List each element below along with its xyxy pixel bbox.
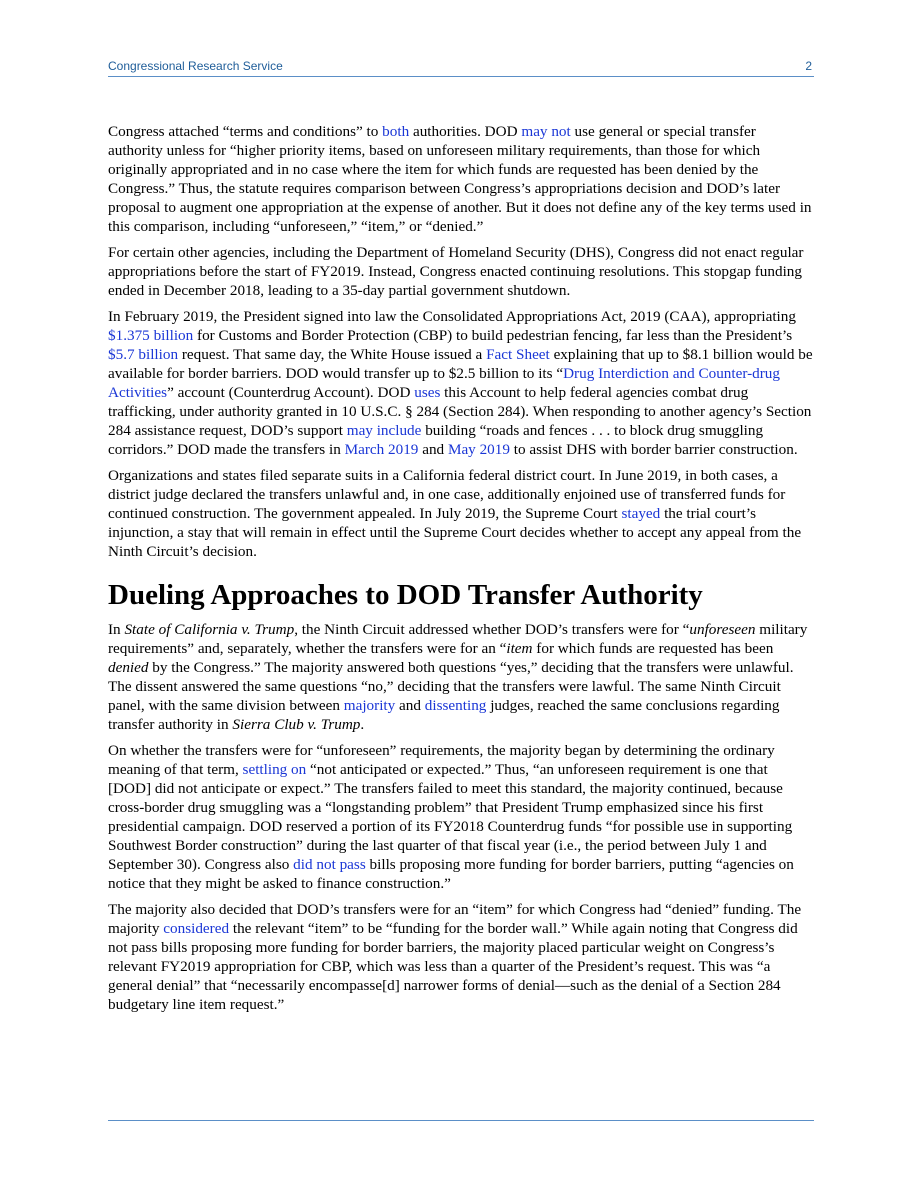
text-span: military requirements” and, separately, whether the transfers were for an “ <box>108 621 808 657</box>
text-span: In February 2019, the President signed into law the Consolidated Appropriations Act, 2019 (CAA), appropriating <box>108 308 796 325</box>
paragraph-caa <box>108 307 814 459</box>
link-may-2019[interactable]: May 2019 <box>447 441 510 458</box>
text-span: for which funds are requested has been <box>532 640 774 657</box>
text-span: For certain other agencies, including the Department of Homeland Security (DHS), Congress did not enact regular appropriations before the start of FY2019. Instead, Congress enacted continuing resolutions. This stopgap funding ended in December 2018, leading to a 35-day partial government shutdown. <box>108 244 804 299</box>
link-may-include[interactable]: may include <box>346 422 422 439</box>
text-span: bills proposing more funding for border barriers, putting “agencies on notice that they might be asked to finance construction.” <box>108 856 794 892</box>
link-drug-interdiction[interactable]: Drug Interdiction and Counter-drug Activities <box>108 365 780 401</box>
text-span: “not anticipated or expected.” Thus, “an unforeseen requirement is one that [DOD] did not anticipate or expect.” The transfers failed to meet this standard, the majority continued, because cross-border drug smuggling was a “longstanding problem” that President Trump emphasized since his first presidential campaign. DOD reserved a portion of its FY2018 Counterdrug funds “for possible use in supporting Southwest Border construction” during the last quarter of that fiscal year (i.e., the period between July 1 and September 30). Congress also <box>108 761 793 873</box>
text-span: Organizations and states filed separate suits in a California federal district court. In June 2019, in both cases, a district judge declared the transfers unlawful and, in one case, additionally enjoined use of transferred funds for continued construction. The government appealed. In July 2019, the Supreme Court <box>108 467 786 522</box>
case-name: State of California v. Trump <box>124 621 295 638</box>
link-both[interactable]: both <box>382 123 410 140</box>
text-span: and <box>395 697 425 714</box>
text-span: . <box>360 716 365 733</box>
text-span: use general or special transfer authority unless for “higher priority items, based on unforeseen military requirements, than those for which originally appropriated and in no case where the item for which funds are requested has been denied by the Congress.” Thus, the statute requires comparison between Congress’s appropriations decision and DOD’s later proposal to augment one appropriation at the expense of another. But it does not define any of the key terms used in this comparison, including “unforeseen,” “item,” or “denied.” <box>108 123 812 235</box>
link-fact-sheet[interactable]: Fact Sheet <box>486 346 550 363</box>
text-span: and <box>418 441 448 458</box>
paragraph-ninth-circuit <box>108 620 814 734</box>
text-span: ” account (Counterdrug Account). DOD <box>167 384 415 401</box>
link-57-billion[interactable]: $5.7 billion <box>108 346 179 363</box>
italic-term: item <box>506 640 533 657</box>
link-1375-billion[interactable]: $1.375 billion <box>108 327 194 344</box>
text-span: building “roads and fences . . . to block drug smuggling corridors.” DOD made the transfers in <box>108 422 764 458</box>
text-span: to assist DHS with border barrier construction. <box>509 441 798 458</box>
text-span: , the Ninth Circuit addressed whether DOD’s transfers were for “ <box>294 621 690 638</box>
page-header <box>108 58 814 77</box>
italic-term: denied <box>108 659 149 676</box>
link-dissenting[interactable]: dissenting <box>424 697 487 714</box>
link-uses[interactable]: uses <box>414 384 441 401</box>
text-span: the relevant “item” to be “funding for the border wall.” While again noting that Congress did not pass bills proposing more funding for border barriers, the majority placed particular weight on Congress’s relevant FY2019 appropriation for CBP, which was less than a quarter of the President’s request. This was “a general denial” that “necessarily encompasse[d] narrower forms of denial—such as the denial of a Section 284 budgetary line item request.” <box>108 920 798 1013</box>
paragraph-terms-conditions <box>108 122 814 236</box>
paragraph-dhs-appropriations <box>108 243 814 300</box>
link-considered[interactable]: considered <box>163 920 230 937</box>
text-span: authorities. DOD <box>409 123 522 140</box>
text-span: for Customs and Border Protection (CBP) to build pedestrian fencing, far less than the President’s <box>193 327 793 344</box>
text-span: On whether the transfers were for “unforeseen” requirements, the majority began by determining the ordinary meaning of that term, <box>108 742 775 778</box>
text-span: explaining that up to $8.1 billion would be available for border barriers. DOD would transfer up to $2.5 billion to its “ <box>108 346 813 382</box>
text-span: by the Congress.” The majority answered both questions “yes,” deciding that the transfers were unlawful. The dissent answered the same questions “no,” deciding that the transfers were lawful. The same Ninth Circuit panel, with the same division between <box>108 659 794 714</box>
text-span: request. That same day, the White House issued a <box>178 346 487 363</box>
text-span: this Account to help federal agencies combat drug trafficking, under authority granted in 10 U.S.C. § 284 (Section 284). When responding to another agency’s Section 284 assistance request, DOD’s support <box>108 384 812 439</box>
section-heading: Dueling Approaches to DOD Transfer Authority <box>108 579 703 611</box>
text-span: the trial court’s injunction, a stay that will remain in effect until the Supreme Court decides whether to accept any appeal from the Ninth Circuit’s decision. <box>108 505 802 560</box>
text-span: In <box>108 621 125 638</box>
paragraph-item-denied <box>108 900 814 1014</box>
document-body <box>108 122 814 1021</box>
header-org-name: Congressional Research Service <box>108 59 283 73</box>
text-span: Congress attached “terms and conditions” to <box>108 123 383 140</box>
link-may-not[interactable]: may not <box>521 123 571 140</box>
paragraph-unforeseen <box>108 741 814 893</box>
footer-rule <box>108 1120 814 1121</box>
text-span: judges, reached the same conclusions regarding transfer authority in <box>108 697 780 733</box>
page-number: 2 <box>805 59 812 73</box>
paragraph-lawsuits <box>108 466 814 561</box>
link-settling-on[interactable]: settling on <box>242 761 307 778</box>
link-stayed[interactable]: stayed <box>621 505 661 522</box>
case-name: Sierra Club v. Trump <box>232 716 361 733</box>
link-did-not-pass[interactable]: did not pass <box>293 856 366 873</box>
italic-term: unforeseen <box>689 621 756 638</box>
link-majority[interactable]: majority <box>343 697 396 714</box>
text-span: The majority also decided that DOD’s transfers were for an “item” for which Congress had “denied” funding. The majority <box>108 901 802 937</box>
link-march-2019[interactable]: March 2019 <box>344 441 419 458</box>
